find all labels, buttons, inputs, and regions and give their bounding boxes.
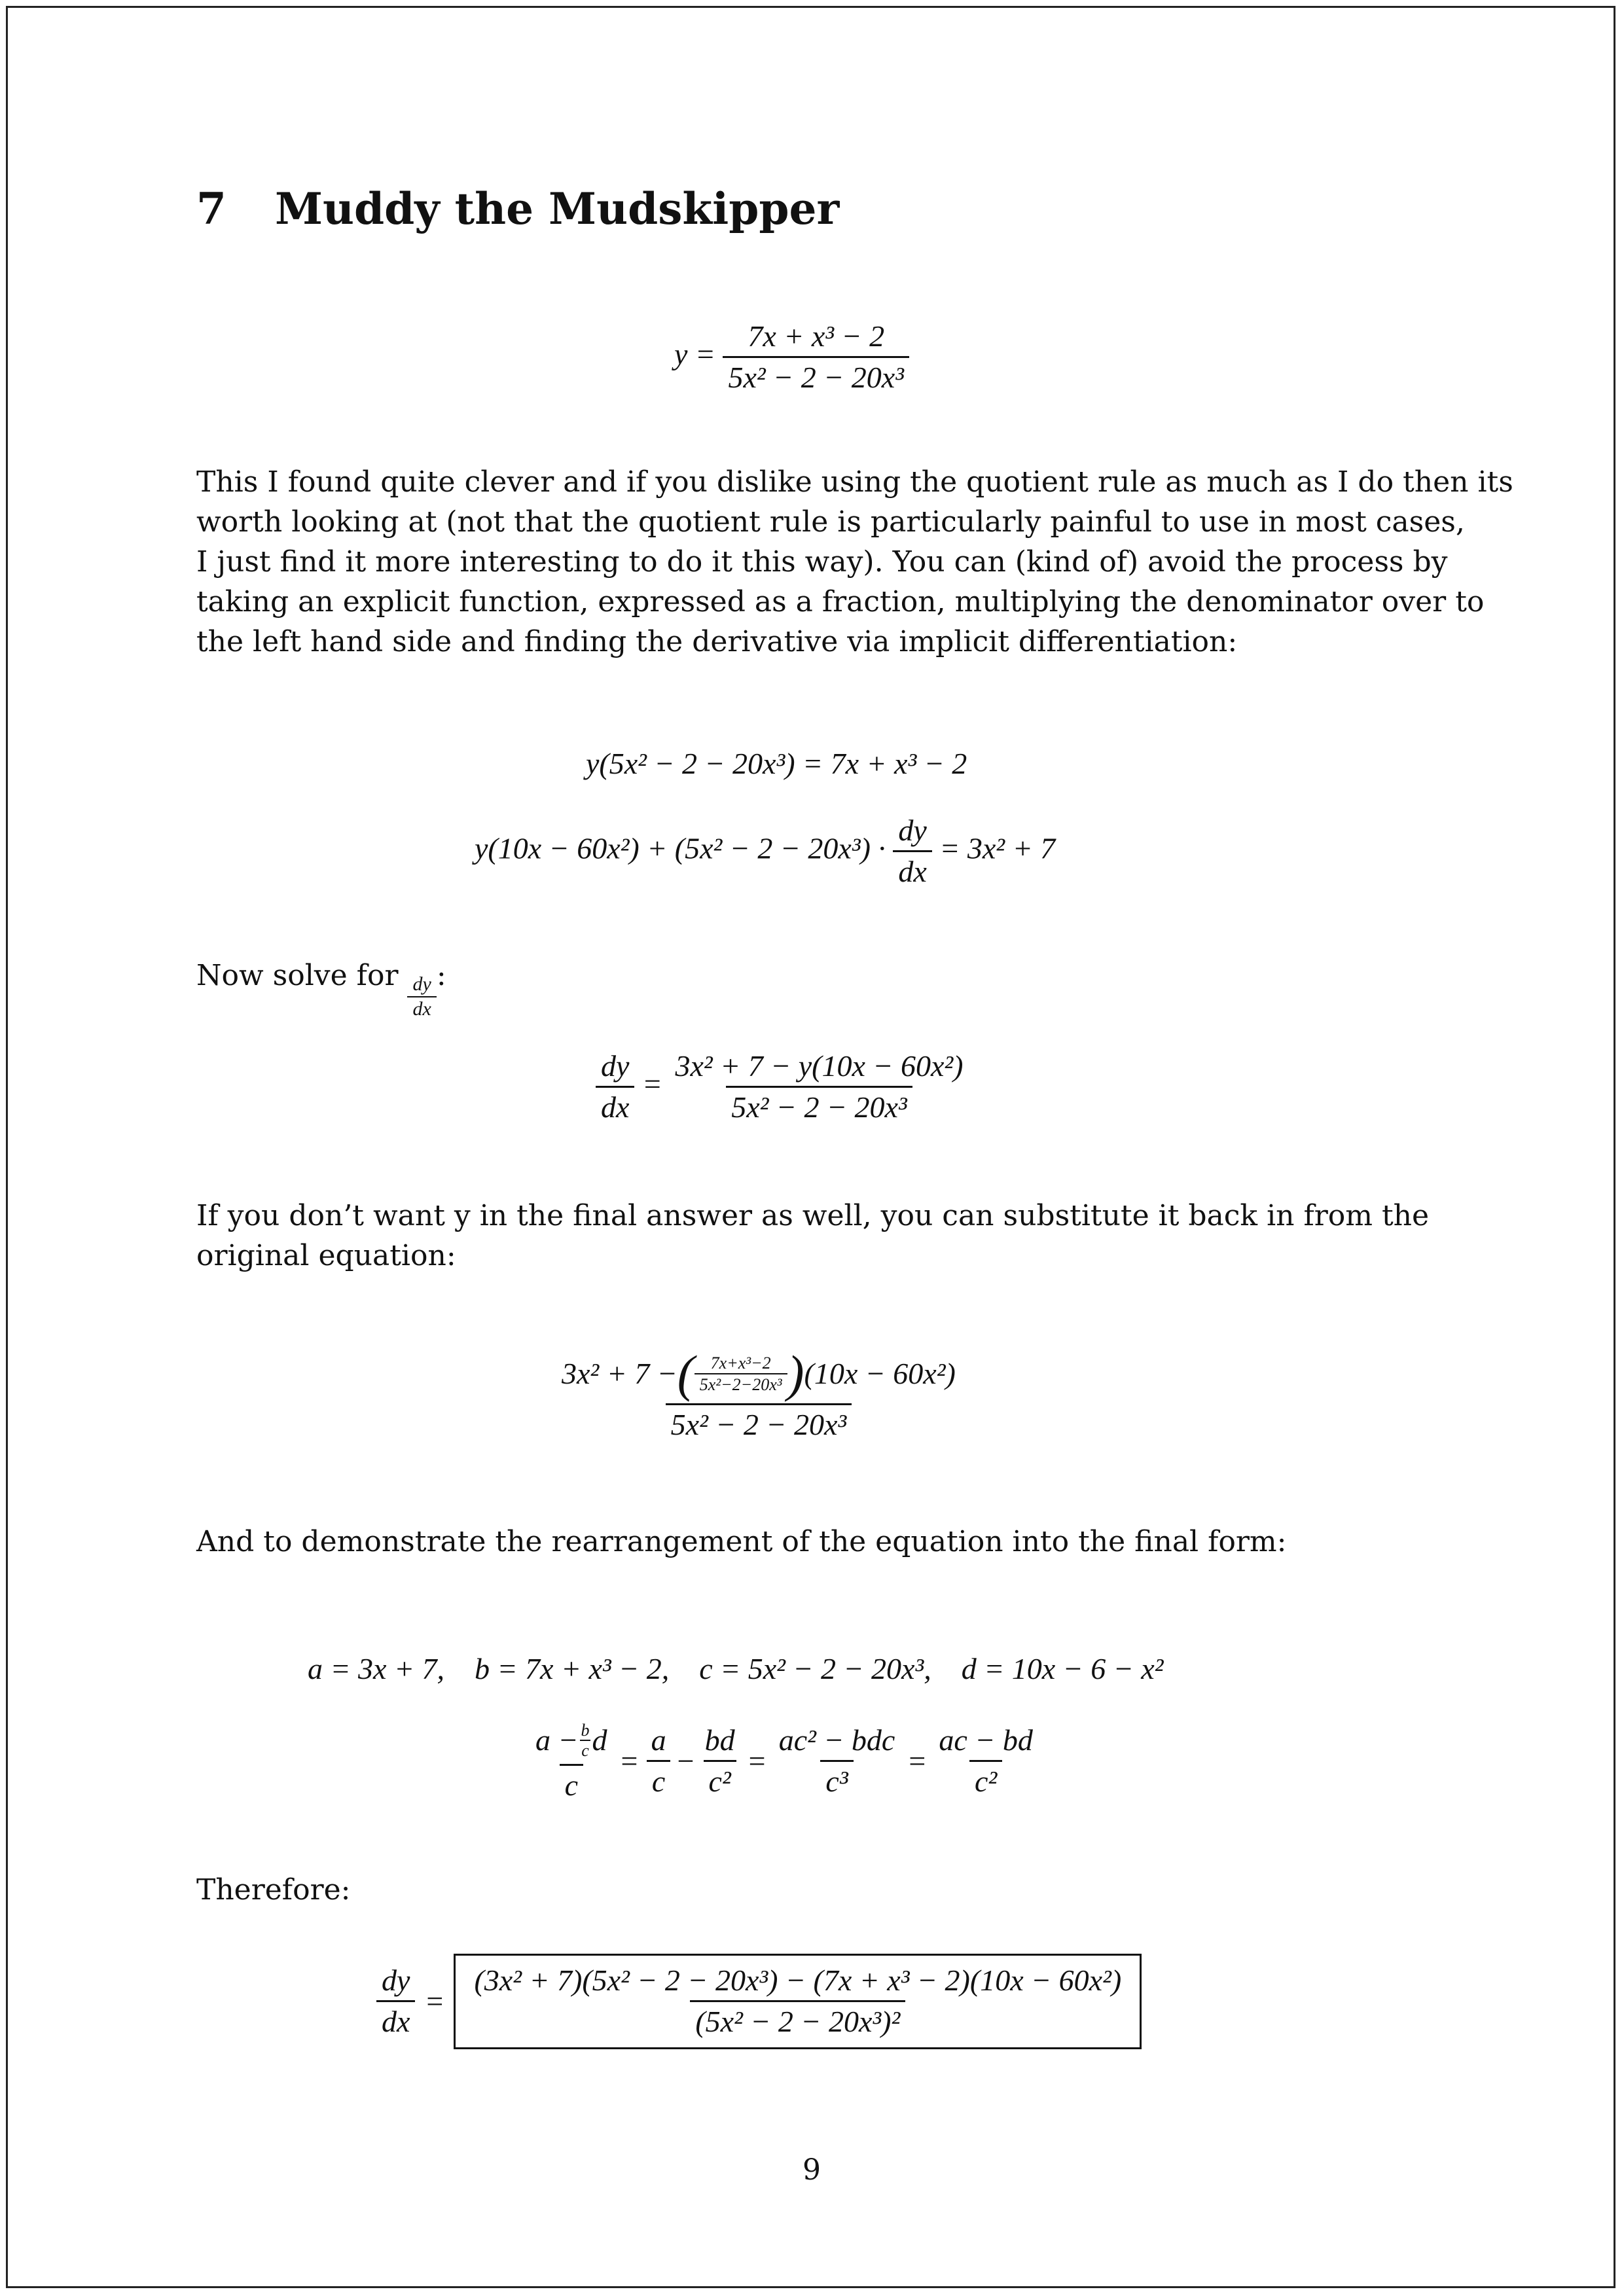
page-number: 9 <box>803 2153 821 2187</box>
eq6-fraction-4 <box>774 1725 901 1798</box>
eq6-f1-a: a − <box>535 1723 579 1757</box>
eq6-f1-den: c <box>560 1764 583 1801</box>
equation-rearrangement: a − $\frac{b}{c}$ d c = $\frac{a}{c}$ − $\frac{bd}{\text{c²}}$ = $\frac{\text{ac² − bdc}}{\text{c³}}$ = $\frac{ac - bd}{\text{c²}}$ <box>530 1721 1038 1801</box>
intro-paragraph <box>196 462 1513 662</box>
final-dx: dx <box>376 2000 415 2037</box>
eq6-f5-den: c² <box>969 1760 1002 1797</box>
substitute-line: If you don’t want y in the final answer as well, you can substitute it back in from the <box>196 1199 1430 1232</box>
demonstrate-text: And to demonstrate the rearrangement of the equation into the final form: <box>196 1525 1287 1558</box>
eq5-num-right: (10x − 60x²) <box>804 1356 956 1390</box>
section-heading <box>196 183 839 234</box>
inline-dydx <box>407 974 436 1019</box>
inline-dx: dx <box>407 996 436 1020</box>
section-number: 7 <box>196 183 226 234</box>
left-paren: ( <box>677 1345 695 1402</box>
eq5-numerator <box>556 1345 961 1403</box>
equation-substituted <box>556 1345 961 1441</box>
eq6-fraction-3 <box>700 1725 740 1798</box>
eq6-f2-den: c <box>647 1760 670 1797</box>
eq3-rhs: = 3x² + 7 <box>939 831 1056 865</box>
eq1-fraction <box>723 321 909 394</box>
eq5-num-left: 3x² + 7 − <box>562 1356 677 1390</box>
right-paren: ) <box>787 1345 804 1402</box>
eq5-inner-fraction <box>695 1354 787 1394</box>
eq4-dx: dx <box>596 1086 634 1123</box>
eq5-inner-den: 5x²−2−20x³ <box>695 1373 787 1393</box>
eq1-denominator: 5x² − 2 − 20x³ <box>723 356 909 393</box>
section-title: Muddy the Mudskipper <box>274 183 840 234</box>
final-denominator: (5x² − 2 − 20x³)² <box>690 2000 905 2037</box>
eq6-f4-den: c³ <box>820 1760 853 1797</box>
final-dydx <box>376 1965 415 2038</box>
eq4-dydx <box>596 1050 634 1124</box>
eq6-fraction-5 <box>933 1725 1038 1798</box>
equation-implicit-derivative <box>475 815 1055 888</box>
eq6-fraction-1 <box>530 1721 613 1801</box>
substitute-paragraph <box>196 1196 1430 1276</box>
now-solve-text: Now solve for $\frac{dy}{dx}$ : <box>196 959 446 1020</box>
intro-line: This I found quite clever and if you dislike using the quotient rule as much as I do then its <box>196 465 1513 499</box>
eq6-f4-num: ac² − bdc <box>778 1723 895 1757</box>
eq6-fraction-2 <box>646 1725 672 1798</box>
final-fraction <box>469 1965 1127 2038</box>
eq6-f1-bc <box>580 1721 591 1760</box>
eq4-numerator: 3x² + 7 − y(10x − 60x²) <box>675 1049 964 1083</box>
therefore-text: Therefore: <box>196 1873 351 1907</box>
inline-dy: dy <box>412 973 431 995</box>
final-answer-box <box>454 1954 1142 2049</box>
eq6-f1-b: b <box>581 1721 590 1740</box>
final-numerator: (3x² + 7)(5x² − 2 − 20x³) − (7x + x³ − 2)(10x − 60x²) <box>474 1964 1122 1997</box>
final-result: $\frac{dy}{dx}$ = $\frac{\text{(3x² + 7)(5x² − 2 − 20x³) − (7x + x³ − 2)(10x − 60x²)}}{\text{(5x² − 2 − 20x³)²}}$ <box>376 1954 1142 2049</box>
eq1-lhs: y = <box>674 337 715 371</box>
eq5-inner-num: 7x+x³−2 <box>710 1353 771 1372</box>
eq6-f3-den: c² <box>704 1760 736 1797</box>
intro-line: worth looking at (not that the quotient rule is particularly painful to use in most cases, <box>196 505 1465 539</box>
eq6-f2-num: a <box>651 1723 666 1757</box>
intro-line: I just find it more interesting to do it this way). You can (kind of) avoid the process by <box>196 545 1448 579</box>
eq4-denominator: 5x² − 2 − 20x³ <box>726 1086 912 1123</box>
eq3-dy: dy <box>898 814 927 847</box>
equation-y-definition <box>674 321 909 394</box>
intro-line: the left hand side and finding the derivative via implicit differentiation: <box>196 625 1238 658</box>
eq4-dy: dy <box>601 1049 630 1083</box>
eq3-lhs: y(10x − 60x²) + (5x² − 2 − 20x³) · <box>475 831 886 865</box>
eq6-f5-num: ac − bd <box>939 1723 1033 1757</box>
eq4-fraction <box>670 1050 968 1124</box>
eq6-f1-c: c <box>581 1741 589 1761</box>
eq1-numerator: 7x + x³ − 2 <box>748 319 885 353</box>
equation-dydx-solved: $\frac{dy}{dx}$ = $\frac{\text{3x² + 7 − y(10x − 60x²)}}{\text{5x² − 2 − 20x³}}$ <box>596 1050 968 1124</box>
eq6-f1-d: d <box>592 1723 607 1757</box>
eq3-dydx <box>893 815 931 888</box>
variable-definitions: a = 3x + 7, b = 7x + x³ − 2, c = 5x² − 2 − 20x³, d = 10x − 6 − x² <box>308 1652 1164 1685</box>
substitute-line: original equation: <box>196 1239 456 1272</box>
eq5-denominator: 5x² − 2 − 20x³ <box>666 1403 852 1441</box>
now-solve-label: Now solve for <box>196 959 399 992</box>
eq6-f3-num: bd <box>704 1723 735 1757</box>
eq3-dx: dx <box>893 850 931 888</box>
eq5-fraction <box>556 1345 961 1441</box>
equation-multiplied: y(5x² − 2 − 20x³) = 7x + x³ − 2 <box>586 747 967 780</box>
intro-line: taking an explicit function, expressed as a fraction, multiplying the denominator over to <box>196 585 1485 619</box>
final-dy: dy <box>382 1964 410 1997</box>
